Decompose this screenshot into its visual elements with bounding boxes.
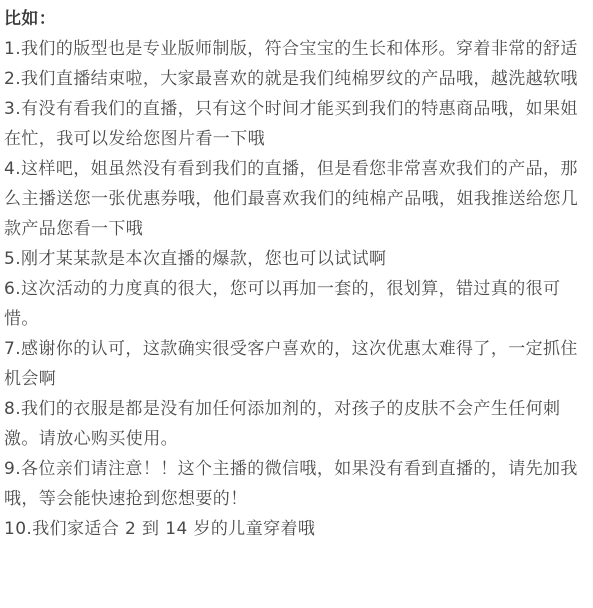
heading: 比如： (4, 9, 57, 29)
list-item: 6.这次活动的力度真的很大，您可以再加一套的，很划算，错过真的很可惜。 (4, 279, 561, 329)
list-item: 4.这样吧，姐虽然没有看到我们的直播，但是看您非常喜欢我们的产品，那么主播送您一张优惠券哦，他们最喜欢我们的纯棉产品哦，姐我推送给您几款产品您看一下哦 (4, 159, 579, 239)
list-item: 10.我们家适合 2 到 14 岁的儿童穿着哦 (4, 519, 316, 539)
list-item: 1.我们的版型也是专业版师制版，符合宝宝的生长和体形。穿着非常的舒适 (4, 39, 578, 59)
list-item: 5.刚才某某款是本次直播的爆款，您也可以试试啊 (4, 249, 387, 269)
list-item: 9.各位亲们请注意！！这个主播的微信哦，如果没有看到直播的，请先加我哦，等会能快速抢到您想要的！ (4, 459, 578, 509)
list-item: 2.我们直播结束啦，大家最喜欢的就是我们纯棉罗纹的产品哦，越洗越软哦 (4, 69, 578, 89)
list-item: 7.感谢你的认可，这款确实很受客户喜欢的，这次优惠太难得了，一定抓住机会啊 (4, 339, 578, 389)
list-item: 8.我们的衣服是都是没有加任何添加剂的，对孩子的皮肤不会产生任何刺激。请放心购买使用。 (4, 399, 561, 449)
list-item: 3.有没有看我们的直播，只有这个时间才能买到我们的特惠商品哦，如果姐在忙，我可以发给您图片看一下哦 (4, 99, 578, 149)
document-body (4, 4, 587, 544)
